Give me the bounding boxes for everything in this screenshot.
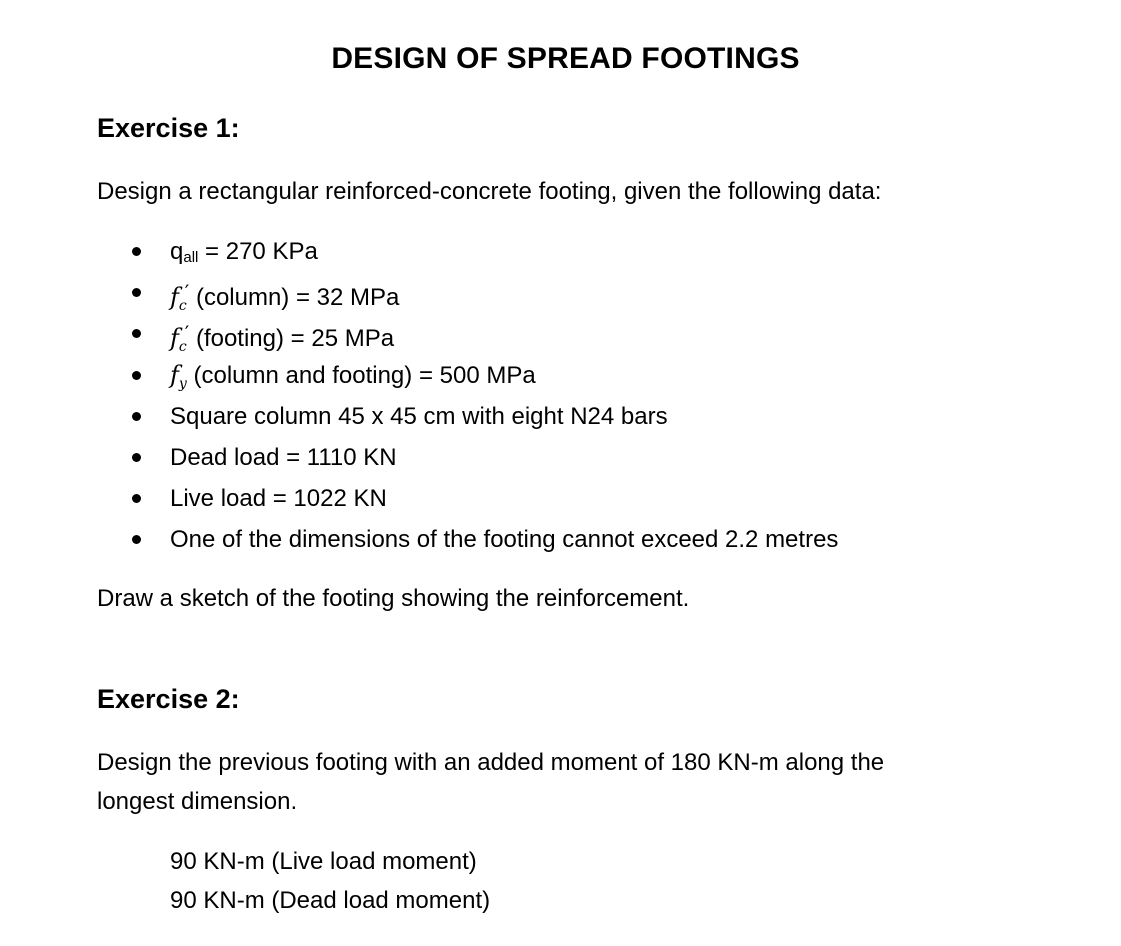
exercise-1-intro: Design a rectangular reinforced-concrete footing, given the following data: <box>97 178 882 205</box>
qall-subscript: all <box>183 249 199 266</box>
bullet-icon <box>132 494 141 503</box>
list-item-fc-footing <box>0 313 838 354</box>
fc-footing-text: (footing) = 25 MPa <box>189 325 395 353</box>
list-item-live-load <box>0 478 838 519</box>
list-item-qall <box>0 231 838 272</box>
dead-load-text: Dead load = 1110 KN <box>170 443 397 471</box>
bullet-icon <box>132 288 141 297</box>
page-title: DESIGN OF SPREAD FOOTINGS <box>331 42 800 75</box>
fc-column-subscript: c <box>178 298 187 315</box>
exercise-2-line-1: Design the previous footing with an added moment of 180 KN-m along the <box>97 749 885 776</box>
given-data-list <box>0 231 838 561</box>
fc-column-prime: ′ <box>184 280 190 305</box>
exercise-1-closing: Draw a sketch of the footing showing the reinforcement. <box>97 585 690 612</box>
bullet-icon <box>132 329 141 338</box>
fc-footing-symbol: f <box>170 324 179 353</box>
qall-text: = 270 KPa <box>198 238 318 265</box>
fc-column-symbol: f <box>170 283 179 312</box>
qall-symbol: q <box>170 238 184 265</box>
fc-column-text: (column) = 32 MPa <box>189 284 400 312</box>
list-item-fc-column <box>0 272 838 313</box>
list-item-dead-load <box>0 437 838 478</box>
live-load-moment: 90 KN-m (Live load moment) <box>170 848 477 875</box>
bullet-icon <box>132 412 141 421</box>
exercise-2-paragraph <box>97 743 884 821</box>
dimension-text: One of the dimensions of the footing cannot exceed 2.2 metres <box>170 526 839 554</box>
fy-subscript: y <box>178 375 187 392</box>
list-item-column <box>0 396 838 437</box>
fc-footing-prime: ′ <box>184 321 190 346</box>
exercise-1-heading: Exercise 1: <box>97 113 240 143</box>
fy-text: (column and footing) = 500 MPa <box>186 361 536 389</box>
list-item-dimension <box>0 519 838 560</box>
list-item-fy <box>0 355 838 396</box>
fy-symbol: f <box>170 360 179 389</box>
bullet-icon <box>132 535 141 544</box>
exercise-2-line-2: longest dimension. <box>97 788 298 815</box>
exercise-2-heading: Exercise 2: <box>97 684 240 714</box>
bullet-icon <box>132 371 141 380</box>
fc-footing-subscript: c <box>178 339 187 356</box>
live-load-text: Live load = 1022 KN <box>170 485 387 513</box>
moments-block <box>170 842 490 920</box>
dead-load-moment: 90 KN-m (Dead load moment) <box>170 887 491 914</box>
bullet-icon <box>132 247 141 256</box>
column-text: Square column 45 x 45 cm with eight N24 bars <box>170 402 668 430</box>
bullet-icon <box>132 453 141 462</box>
